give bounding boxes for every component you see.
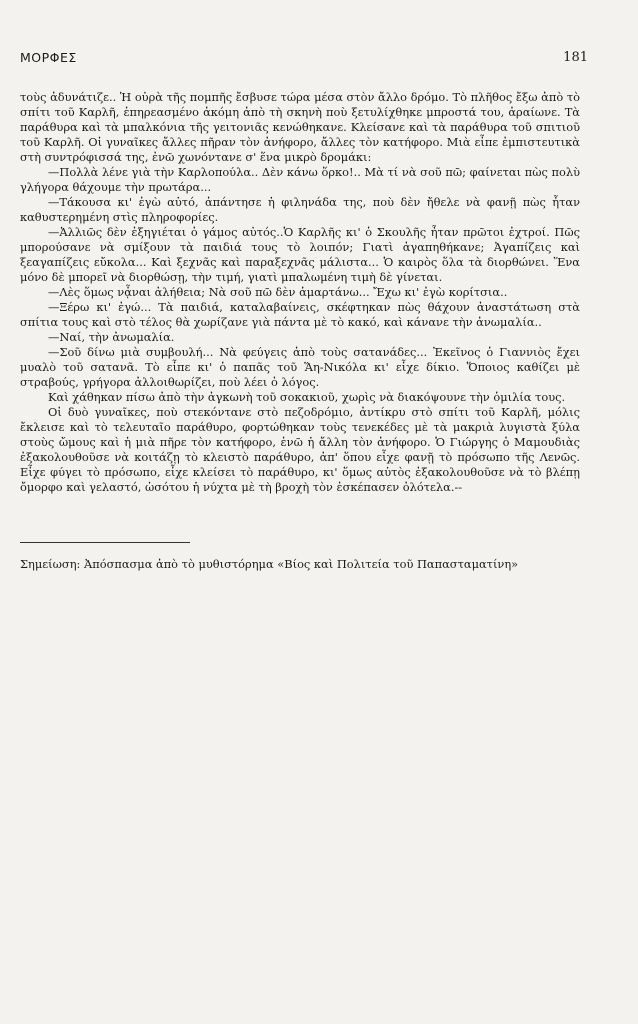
- page-header: [20, 50, 618, 76]
- paragraph: —Ξέρω κι' ἐγώ... Τὰ παιδιά, καταλαβαίνεις, σκέφτηκαν πὼς θάχουν ἀναστάτωση στὰ σπίτια τους καὶ στὸ τέλος θὰ χωρίζανε γιὰ πάντα μὲ τὸ κακό, καὶ κάνανε τὴν ἀνωμαλία..: [20, 300, 580, 329]
- page-number: 181: [563, 50, 588, 65]
- paragraph: —Ἀλλιῶς δὲν ἐξηγιέται ὁ γάμος αὐτός..Ὁ Καρλῆς κι' ὁ Σκουλῆς ἦταν πρῶτοι ἐχτροί. Πῶς μπορούσανε νὰ σμίξουν τὰ παιδιά τους τὸ λοιπόν; Γιατὶ ἀγαπηθήκανε; Ἀγαπίζεις καὶ ξεαγαπίζεις εὔκολα... Καὶ ξεχνᾶς καὶ παραξεχνᾶς μάλιστα... Ὁ καιρὸς ὅλα τὰ διορθώνει. Ἕνα μόνο δὲ μπορεῖ νὰ διορθώσῃ, τὴν τιμή, γιατὶ μπαλωμένη τιμὴ δὲ γίνεται.: [20, 225, 580, 284]
- main-text: [20, 90, 580, 495]
- footnote: Σημείωση: Ἀπόσπασμα ἀπὸ τὸ μυθιστόρημα «Βίος καὶ Πολιτεία τοῦ Παπασταματίνη»: [20, 557, 519, 571]
- paragraph: —Τάκουσα κι' ἐγὼ αὐτό, ἀπάντησε ἡ φιληνάδα της, ποὺ δὲν ἤθελε νὰ φανῇ πὼς ἦταν καθυστερημένη στὶς πληροφορίες.: [20, 195, 580, 224]
- running-title: ΜΟΡΦΕΣ: [20, 50, 77, 65]
- paragraph: Καὶ χάθηκαν πίσω ἀπὸ τὴν ἀγκωνὴ τοῦ σοκακιοῦ, χωρὶς νὰ διακόψουνε τὴν ὁμιλία τους.: [48, 390, 566, 404]
- paragraph: —Πολλὰ λένε γιὰ τὴν Καρλοπούλα.. Δὲν κάνω ὅρκο!.. Μὰ τί νὰ σοῦ πῶ; φαίνεται πὼς πολὺ γλήγορα θάχουμε τὴν πρωτάρα...: [20, 165, 580, 194]
- book-page: [20, 50, 618, 572]
- paragraph: —Λὲς ὅμως νᾆναι ἀλήθεια; Νὰ σοῦ πῶ δὲν ἁμαρτάνω... Ἔχω κι' ἐγὼ κορίτσια..: [48, 285, 508, 299]
- paragraph: Οἱ δυὸ γυναῖκες, ποὺ στεκόντανε στὸ πεζοδρόμιο, ἀντίκρυ στὸ σπίτι τοῦ Καρλῆ, μόλις ἔκλεισε καὶ τὸ τελευταῖο παράθυρο, φορτώθηκαν τοὺς τενεκέδες μὲ τὰ μακριὰ λυγιστὰ ξύλα στοὺς ὤμους καὶ ἡ μιὰ πῆρε τὸν κατήφορο, ἐνῶ ἡ ἄλλη τὸν ἀνήφορο. Ὁ Γιώργης ὁ Μαμουδιὰς ἐξακολουθοῦσε νὰ κοιτάζῃ τὸ κλειστὸ παράθυρο, ἀπ' ὅπου εἶχε φανῇ τὸ πρόσωπο τῆς Λενῶς. Εἶχε φύγει τὸ πρόσωπο, εἶχε κλείσει τὸ παράθυρο, κι' ὅμως αὐτὸς ἐξακολουθοῦσε νὰ τὸ βλέπῃ ὄμορφο καὶ γελαστό, ὡσότου ἡ νύχτα μὲ τὴ βροχὴ τὸν ἐσκέπασεν ὁλότελα.--: [20, 405, 580, 494]
- paragraph: —Ναί, τὴν ἀνωμαλία.: [48, 330, 175, 344]
- paragraph: —Σοῦ δίνω μιὰ συμβουλή... Νὰ φεύγεις ἀπὸ τοὺς σατανάδες... Ἐκεῖνος ὁ Γιαννιὸς ἔχει μυαλὸ τοῦ σατανᾶ. Τὸ εἶπε κι' ὁ παπᾶς τοῦ Ἅη-Νικόλα κι' εἶχε δίκιο. Ὅποιος καθίζει μὲ στραβούς, γρήγορα ἀλλοιθωρίζει, ποὺ λέει ὁ λόγος.: [20, 345, 580, 389]
- footnote-divider: [20, 542, 190, 543]
- paragraph: τοὺς ἀδυνάτιζε.. Ἡ οὐρὰ τῆς πομπῆς ἔσβυσε τώρα μέσα στὸν ἄλλο δρόμο. Τὸ πλῆθος ἔξω ἀπὸ τὸ σπίτι τοῦ Καρλῆ, ἐπηρεασμένο ἀκόμη ἀπὸ τὴ σκηνὴ ποὺ ξετυλίχθηκε μπροστά του, ἀραίωνε. Τὰ παράθυρα καὶ τὰ μπαλκόνια τῆς γειτονιᾶς κενώθηκανε. Κλείσανε καὶ τὰ παράθυρα τοῦ σπιτιοῦ τοῦ Καρλῆ. Οἱ γυναῖκες ἄλλες πῆραν τὸν ἀνήφορο, ἄλλες τὸν κατήφορο. Μιὰ εἶπε ἐμπιστευτικὰ στὴ συντρόφισσά της, ἐνῶ χωνόντανε σ' ἕνα μικρὸ δρομάκι:: [20, 90, 580, 164]
